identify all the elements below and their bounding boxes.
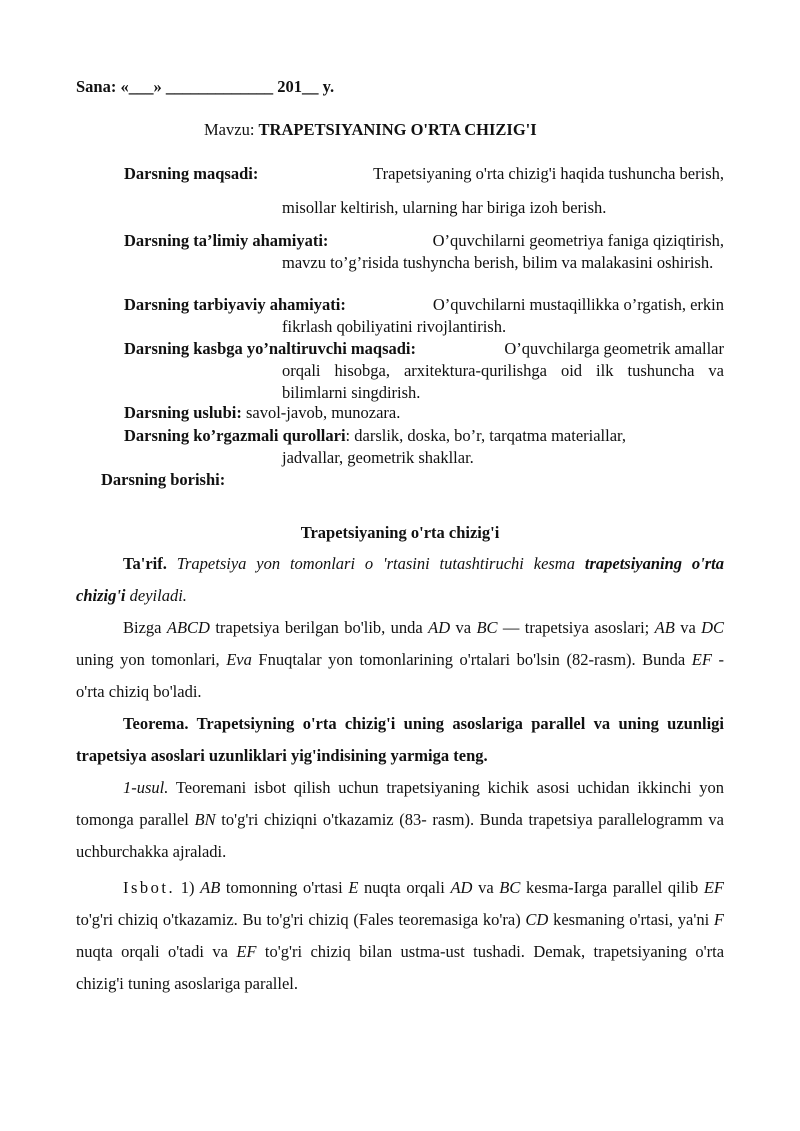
definition-text-1: Trapetsiya yon tomonlari o 'rtasini tutashtiruchi kesma xyxy=(176,554,575,573)
section-title: Trapetsiyaning o'rta chizig'i xyxy=(300,523,500,542)
proof-text-f: to'g'ri chiziq o'tkazamiz. Bu to'g'ri chiziq (Fales teoremasiga ko'ra) xyxy=(76,910,521,929)
definition-text-2: deyiladi. xyxy=(129,586,187,605)
setup-ab: AB xyxy=(654,618,675,637)
proof-text-c: nuqta orqali xyxy=(364,878,445,897)
proof-text-g: kesmaning o'rtasi, ya'ni xyxy=(553,910,710,929)
date-label: Sana: xyxy=(76,77,117,96)
setup-ad: AD xyxy=(428,618,451,637)
proof-f: F xyxy=(713,910,724,929)
goal-label: Darsning maqsadi: xyxy=(124,164,259,183)
topic-label: Mavzu: xyxy=(204,120,255,139)
definition-paragraph xyxy=(76,548,724,612)
materials-label: Darsning ko’rgazmali qurollari xyxy=(124,426,346,445)
setup-text-a: Bizga xyxy=(123,618,162,637)
date-value: «___» _____________ 201__ y. xyxy=(120,77,335,96)
setup-text-b: trapetsiya berilgan bo'lib, unda xyxy=(215,618,423,637)
theorem-paragraph xyxy=(76,708,724,772)
setup-text-h: - o'rta chiziq bo'ladi. xyxy=(76,650,724,701)
career-label: Darsning kasbga yo’naltiruvchi maqsadi: xyxy=(124,339,417,358)
method-paragraph xyxy=(76,772,724,868)
proof-ab: AB xyxy=(200,878,221,897)
career-line1: O’quvchilarga geometrik amallar xyxy=(504,339,724,358)
proof-ef: EF xyxy=(703,878,724,897)
goal-line1: Trapetsiyaning o'rta chizig'i haqida tushuncha berish, xyxy=(373,164,724,183)
proof-paragraph xyxy=(76,872,724,1000)
proof-label: Isbot. xyxy=(123,878,176,897)
proof-text-h: nuqta orqali o'tadi va xyxy=(76,942,228,961)
lesson-progress-label: Darsning borishi: xyxy=(101,470,226,489)
upbringing-rest: fikrlash qobiliyatini rivojlantirish. xyxy=(282,317,507,336)
theorem-label: Teorema. xyxy=(123,714,189,733)
upbringing-label: Darsning tarbiyaviy ahamiyati: xyxy=(124,295,346,314)
proof-text-e: kesma-Iarga parallel qilib xyxy=(525,878,699,897)
materials-line xyxy=(124,425,626,447)
goal-line2: misollar keltirish, ularning har biriga izoh berish. xyxy=(282,198,607,217)
proof-ad: AD xyxy=(450,878,473,897)
setup-text-c: va xyxy=(455,618,472,637)
setup-text-f: uning yon tomonlari, xyxy=(76,650,220,669)
definition-term: trapetsiyaning o'rta chizig'i xyxy=(76,554,724,605)
setup-abcd: ABCD xyxy=(166,618,210,637)
proof-text-a: 1) xyxy=(180,878,195,897)
setup-ef: EF xyxy=(691,650,712,669)
setup-eva: Eva xyxy=(226,650,252,669)
topic-line xyxy=(204,119,537,141)
setup-text-g: Fnuqtalar yon tomonlarining o'rtalari bo'lsin (82-rasm). Bunda xyxy=(258,650,686,669)
educational-line1: O’quvchilarni geometriya faniga qiziqtirish, xyxy=(432,231,724,250)
definition-label: Ta'rif. xyxy=(123,554,167,573)
materials-rest: jadvallar, geometrik shakllar. xyxy=(282,448,474,467)
method-label: Darsning uslubi: xyxy=(124,403,242,422)
setup-text-e: va xyxy=(680,618,696,637)
career-rest: orqali hisobga, arxitektura-qurilishga oid ilk tushuncha va bilimlarni singdirish. xyxy=(282,361,724,402)
materials-line1: : darslik, doska, bo’r, tarqatma materiallar, xyxy=(345,426,626,445)
body-text xyxy=(76,548,724,1000)
method-1-label: 1-usul. xyxy=(123,778,169,797)
proof-ef-2: EF xyxy=(236,942,257,961)
proof-text-b: tomonning o'rtasi xyxy=(225,878,343,897)
method-text-a: Teoremani isbot qilish uchun trapetsiyaning kichik asosi uchidan ikkinchi yon tomonga parallel xyxy=(76,778,725,829)
setup-bc: BC xyxy=(476,618,498,637)
educational-rest: mavzu to’g’risida tushyncha berish, bilim va malakasini oshirish. xyxy=(282,253,714,272)
proof-text-i: to'g'ri chiziq bilan ustma-ust tushadi. Demak, trapetsiyaning o'rta chizig'i tuning asoslariga parallel. xyxy=(76,942,725,993)
theorem-text: Trapetsiyning o'rta chizig'i uning asoslariga parallel va uning uzunligi trapetsiya asoslari uzunliklari yig'indisining yarmiga teng. xyxy=(76,714,724,765)
setup-paragraph xyxy=(76,612,724,708)
method-line xyxy=(124,402,400,424)
date-line xyxy=(76,76,334,98)
educational-label: Darsning ta’limiy ahamiyati: xyxy=(124,231,329,250)
setup-text-d: — trapetsiya asoslari; xyxy=(502,618,650,637)
topic-title: TRAPETSIYANING O'RTA CHIZIG'I xyxy=(258,120,537,139)
method-value: savol-javob, munozara. xyxy=(245,403,401,422)
proof-e: E xyxy=(348,878,359,897)
proof-cd: CD xyxy=(525,910,549,929)
proof-text-d: va xyxy=(478,878,494,897)
method-bn: BN xyxy=(194,810,216,829)
setup-dc: DC xyxy=(701,618,725,637)
method-text-b: to'g'ri chiziqni o'tkazamiz (83- rasm). Bunda trapetsiya parallelogramm va uchburchakka ajraladi. xyxy=(76,810,724,861)
proof-bc: BC xyxy=(499,878,521,897)
upbringing-line1: O’quvchilarni mustaqillikka o’rgatish, erkin xyxy=(432,295,724,314)
